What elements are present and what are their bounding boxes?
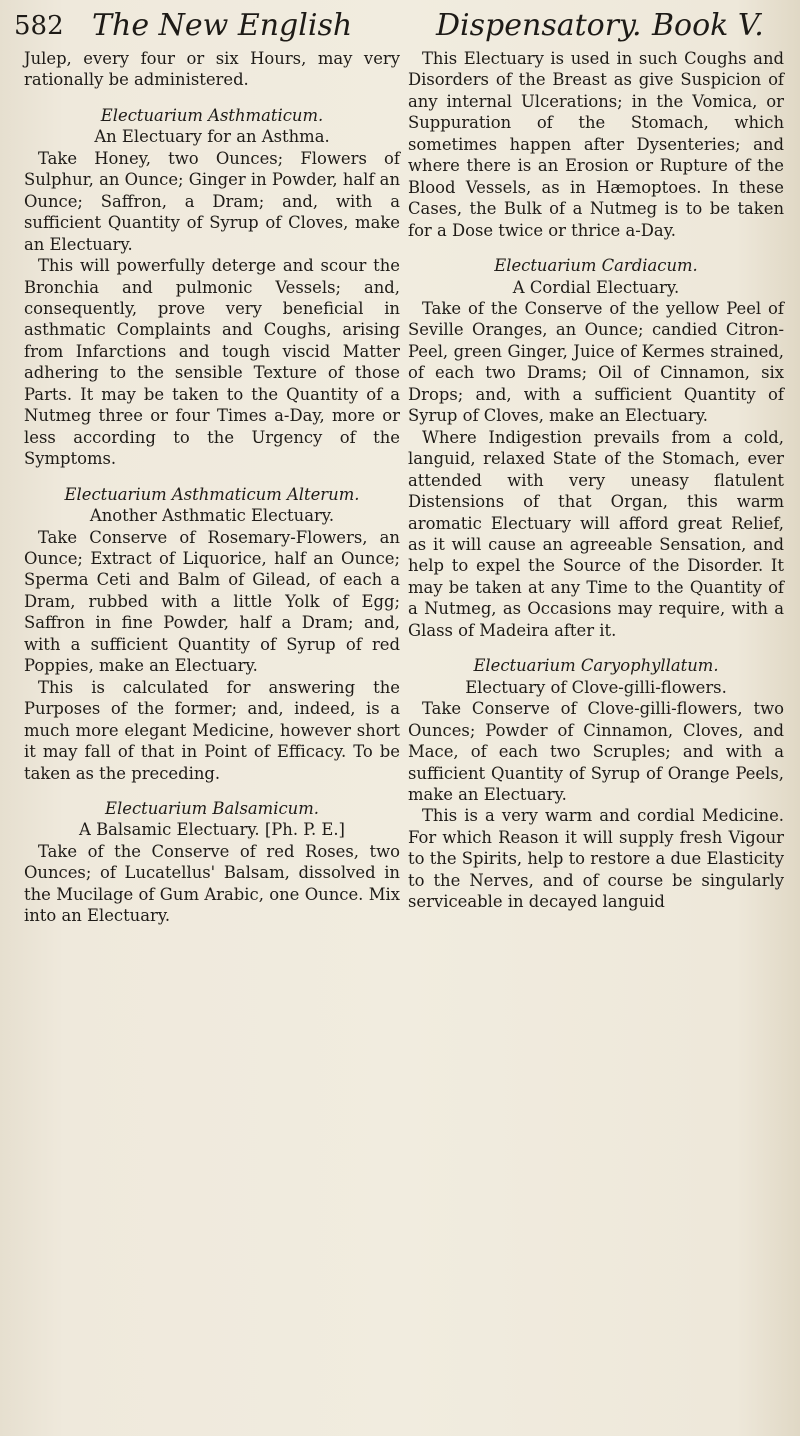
commentary-paragraph: This Electuary is used in such Coughs and Disorders of the Breast as give Suspicion of any internal Ulcerations; in the Vomica, or Suppuration of the Stomach, which sometimes happen after Dysenteries; and where there is an Erosion or Rupture of the Blood Vessels, as in Hæmoptoes. In these Cases, the Bulk of a Nutmeg is to be taken for a Dose twice or thrice a-Day.	[408, 49, 784, 240]
commentary-paragraph: This is calculated for answering the Purposes of the former; and, indeed, is a much more elegant Medicine, however short it may fall of that in Point of Efficacy. To be taken as the preceding.	[24, 677, 400, 783]
commentary-paragraph: This will powerfully deterge and scour the Bronchia and pulmonic Vessels; and, consequently, prove very beneficial in asthmatic Complaints and Coughs, arising from Infarctions and tough viscid Matter adhering to the sensible Texture of those Parts. It may be taken to the Quantity of a Nutmeg three or four Times a-Day, more or less according to the Urgency of the Symptoms.	[24, 256, 400, 469]
section-title: Electuary of Clove-gilli-flowers.	[465, 677, 727, 697]
running-header	[14, 8, 780, 44]
section-title: A Balsamic Electuary. [Ph. P. E.]	[79, 820, 345, 840]
section-latin-heading: Electuarium Balsamicum.	[105, 798, 319, 818]
section-latin-heading: Electuarium Asthmaticum.	[100, 105, 324, 125]
continued-paragraph: Julep, every four or six Hours, may very rationally be administered.	[24, 49, 400, 90]
recipe-paragraph: Take Conserve of Clove-gilli-flowers, two Ounces; Powder of Cinnamon, Cloves, and Mace, of each two Scruples; and with a sufficient Quantity of Syrup of Orange Peels, make an Electuary.	[408, 699, 784, 804]
running-subtitle: Dispensatory.	[436, 8, 642, 43]
recipe-paragraph: Take of the Conserve of red Roses, two Ounces; of Lucatellus' Balsam, dissolved in the Mucilage of Gum Arabic, one Ounce. Mix into an Electuary.	[24, 841, 400, 926]
commentary-paragraph: Where Indigestion prevails from a cold, languid, relaxed State of the Stomach, ever attended with very uneasy flatulent Distensions of that Organ, this warm aromatic Electuary will afford great Relief, as it will cause an agreeable Sensation, and help to expel the Source of the Disorder. It may be taken at any Time to the Quantity of a Nutmeg, as Occasions may require, with a Glass of Madeira after it.	[408, 427, 784, 640]
section-title: Another Asthmatic Electuary.	[89, 506, 335, 526]
recipe-paragraph: Take of the Conserve of the yellow Peel of Seville Oranges, an Ounce; candied Citron-Peel, green Ginger, Juice of Kermes strained, of each two Drams; Oil of Cinnamon, six Drops; and, with a sufficient Quantity of Syrup of Cloves, make an Electuary.	[408, 298, 784, 426]
left-column	[24, 48, 400, 927]
page-number: 582	[14, 11, 64, 41]
recipe-paragraph: Take Conserve of Rosemary-Flowers, an Ounce; Extract of Liquorice, half an Ounce; Sperma Ceti and Balm of Gilead, of each a Dram, rubbed with a little Yolk of Egg; Saffron in fine Powder, half a Dram; and, with a sufficient Quantity of Syrup of red Poppies, make an Electuary.	[24, 527, 400, 676]
section-latin-heading: Electuarium Cardiacum.	[494, 256, 698, 276]
book-label: Book V.	[652, 8, 764, 43]
running-title: The New English	[92, 8, 353, 43]
section-latin-heading: Electuarium Asthmaticum Alterum.	[64, 484, 360, 504]
commentary-paragraph: This is a very warm and cordial Medicine. For which Reason it will supply fresh Vigour to the Spirits, help to restore a due Elasticity to the Nerves, and of course be singularly serviceable in decayed languid	[408, 806, 784, 912]
section-title: An Electuary for an Asthma.	[94, 127, 330, 147]
section-title: A Cordial Electuary.	[512, 277, 680, 297]
right-column	[408, 48, 784, 913]
recipe-paragraph: Take Honey, two Ounces; Flowers of Sulphur, an Ounce; Ginger in Powder, half an Ounce; Saffron, a Dram; and, with a sufficient Quantity of Syrup of Cloves, make an Electuary.	[24, 148, 401, 254]
section-latin-heading: Electuarium Caryophyllatum.	[473, 656, 719, 676]
